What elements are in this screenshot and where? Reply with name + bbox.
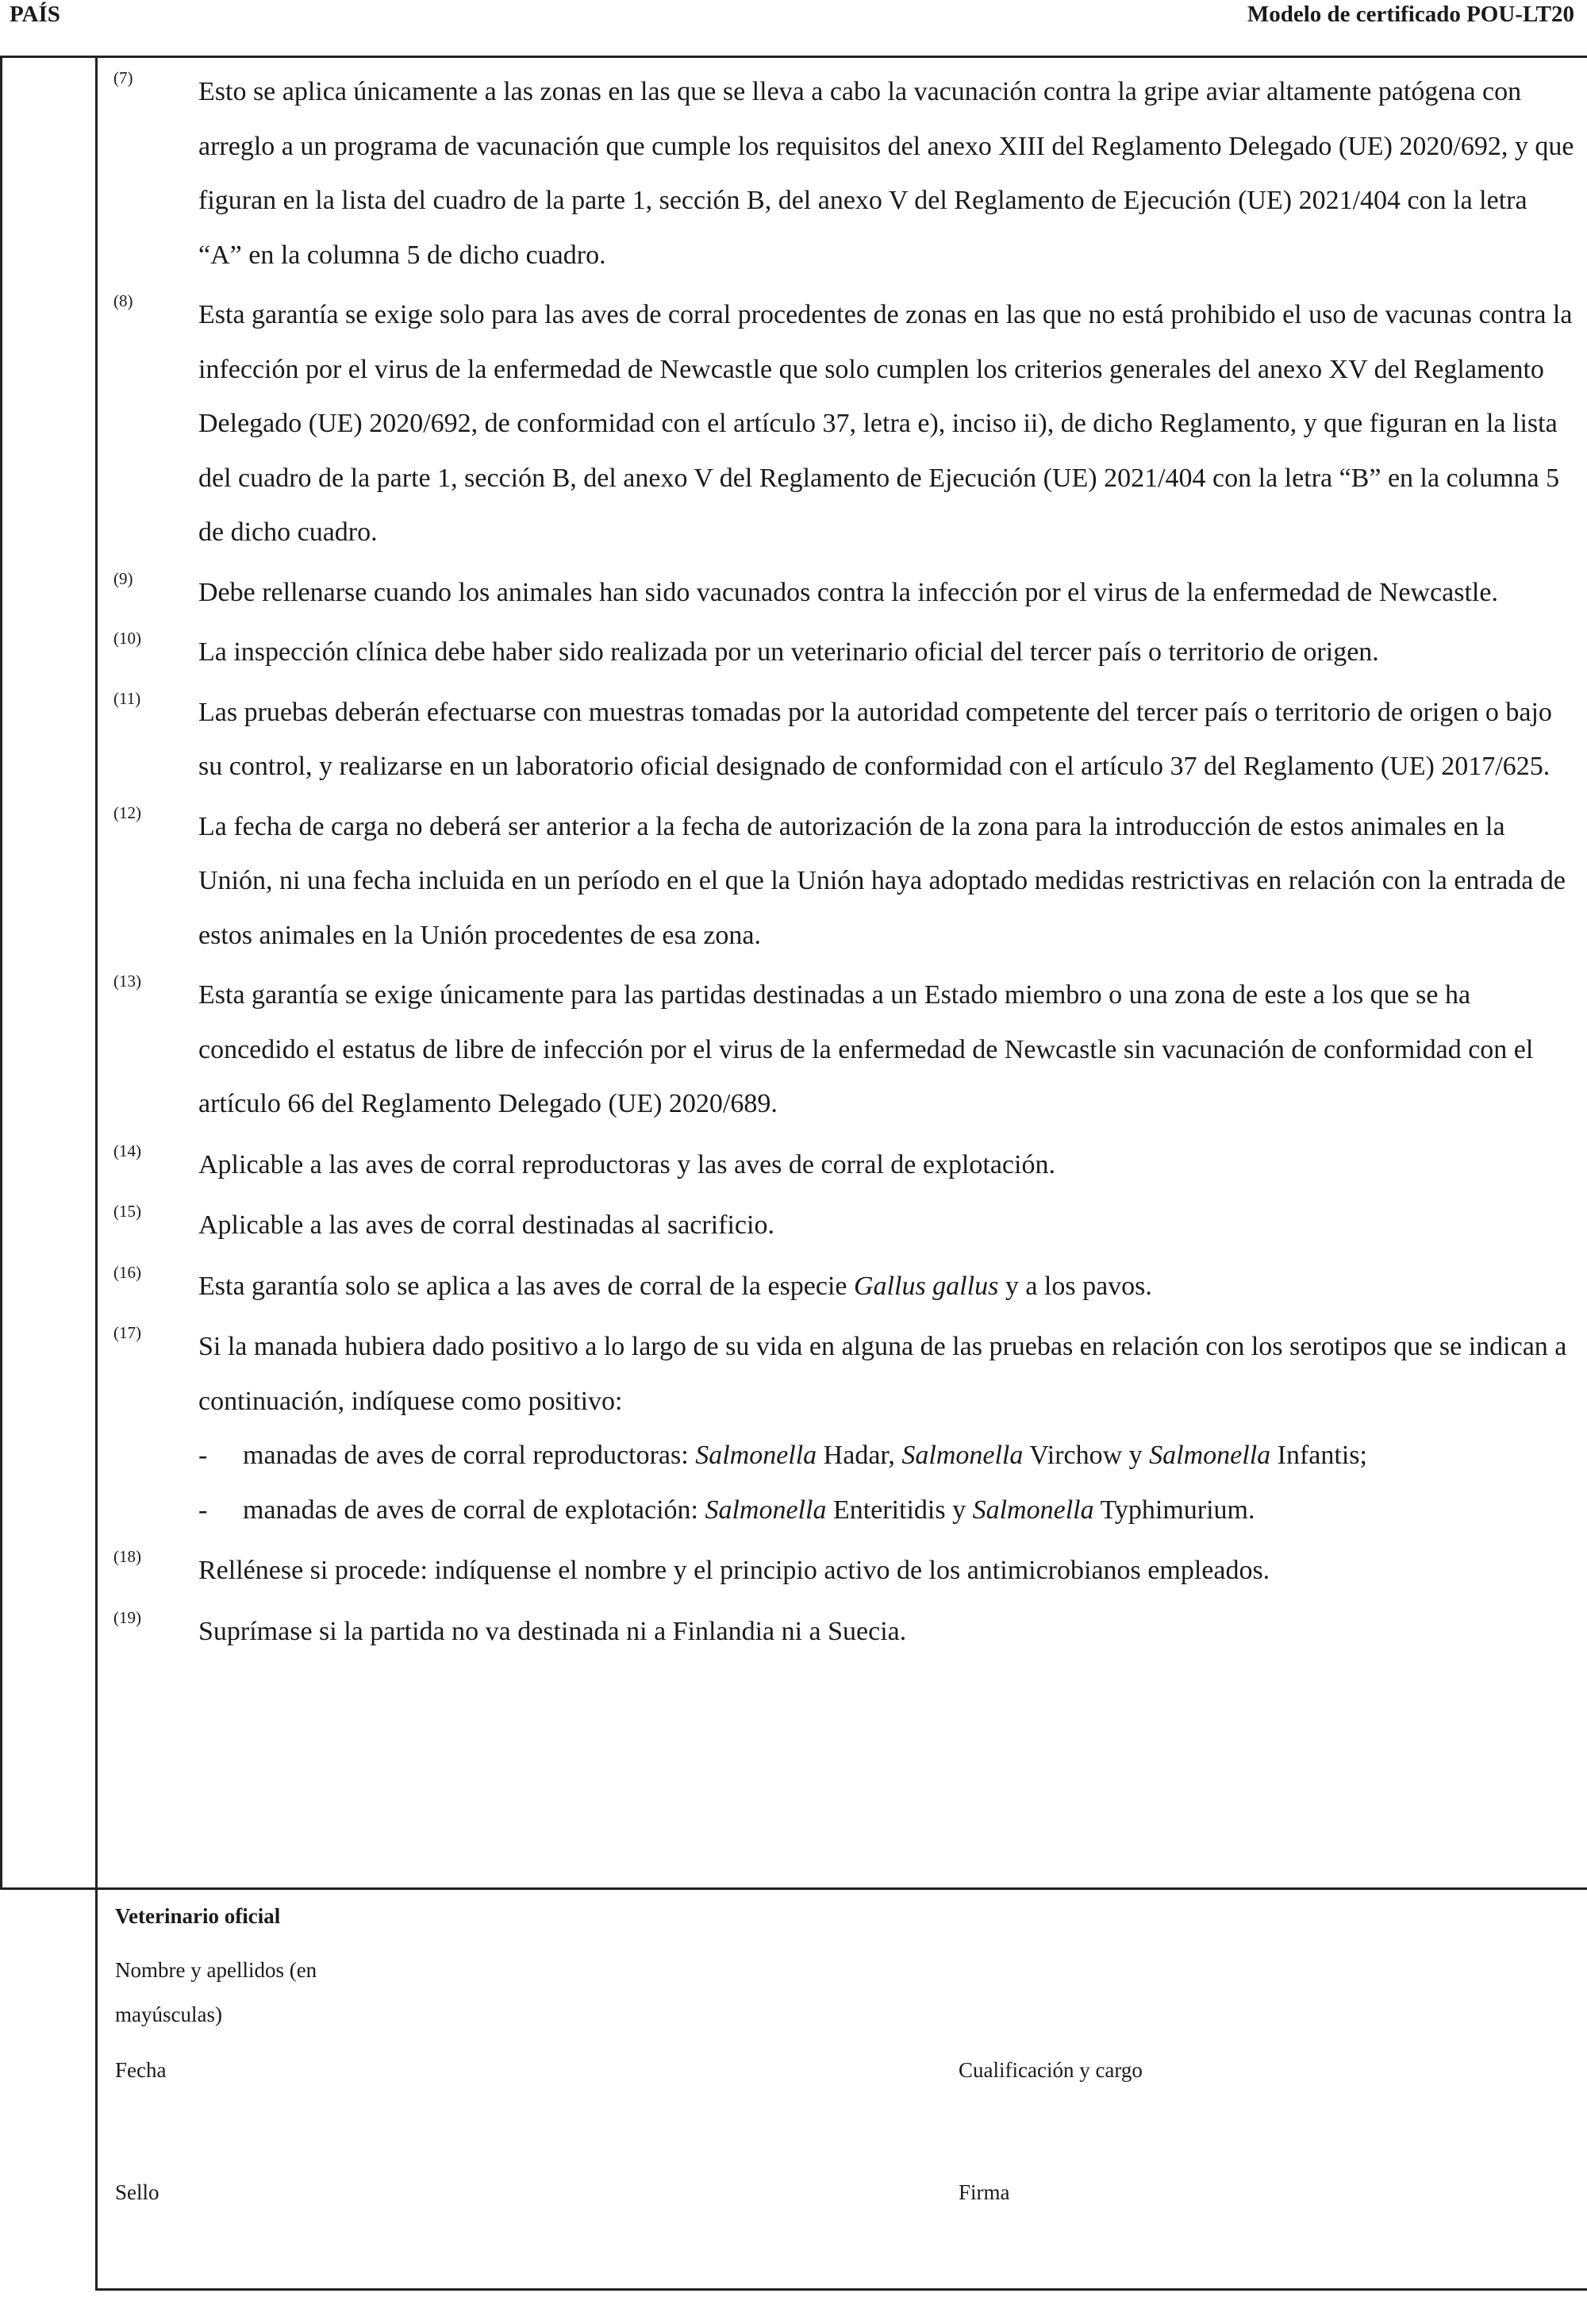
footnote-number: (17) — [113, 1323, 141, 1342]
footnote-12 — [0, 800, 1587, 964]
footnote-text: Si la manada hubiera dado positivo a lo largo de su vida en alguna de las pruebas en relación con los serotipos que se indican a continuación, indíquese como positivo: — [198, 1332, 1567, 1416]
stamp-label: Sello — [115, 2180, 159, 2204]
footnote-13 — [0, 968, 1587, 1132]
footnote-14 — [0, 1138, 1587, 1193]
footnote-text: La inspección clínica debe haber sido realizada por un veterinario oficial del tercer país o territorio de origen. — [198, 637, 1379, 667]
footnote-text: Esta garantía se exige únicamente para las partidas destinadas a un Estado miembro o una zona de este a los que se ha concedido el estatus de libre de infección por el virus de la enfermedad de Newcastle sin vacunación de conformidad con el artículo 66 del Reglamento Delegado (UE) 2020/689. — [198, 980, 1534, 1118]
qualification-label: Cualificación y cargo — [959, 2058, 1143, 2082]
footnote-text: Esta garantía se exige solo para las aves de corral procedentes de zonas en las que no está prohibido el uso de vacunas contra la infección por el virus de la enfermedad de Newcastle que solo cumplen los criterios generales del anexo XV del Reglamento Delegado (UE) 2020/692, de conformidad con el artículo 37, letra e), inciso ii), de dicho Reglamento, y que figuran en la lista del cuadro de la parte 1, sección B, del anexo V del Reglamento de Ejecución (UE) 2021/404 con la letra “B” en la columna 5 de dicho cuadro. — [198, 300, 1573, 547]
footnote-15 — [0, 1199, 1587, 1253]
species-name: Gallus gallus — [854, 1271, 999, 1301]
footnote-number: (12) — [113, 802, 141, 822]
bullet-item: - manadas de aves de corral de explotación: Salmonella Enteritidis y Salmonella Typhimurium. — [198, 1495, 1255, 1525]
footnote-text: La fecha de carga no deberá ser anterior a la fecha de autorización de la zona para la introducción de estos animales en la Unión, ni una fecha incluida en un período en el que la Unión haya adoptado medidas restrictivas en relación con la entrada de estos animales en la Unión procedentes de esa zona. — [198, 811, 1566, 950]
frame-bottom-border — [95, 2288, 1587, 2291]
name-label-continued: mayúsculas) — [115, 2003, 222, 2026]
country-label: PAÍS — [10, 2, 60, 27]
footnote-text: Aplicable a las aves de corral reproductoras y las aves de corral de explotación. — [198, 1149, 1055, 1179]
footnote-text: Suprímase si la partida no va destinada ni a Finlandia ni a Suecia. — [198, 1616, 907, 1646]
footnote-9 — [0, 566, 1587, 621]
signature-heading: Veterinario oficial — [115, 1904, 281, 1928]
frame-divider — [0, 1887, 1587, 1890]
footnote-number: (14) — [113, 1141, 141, 1160]
signature-label: Firma — [959, 2180, 1010, 2204]
footnote-text: Rellénese si procede: indíquense el nombre y el principio activo de los antimicrobianos empleados. — [198, 1556, 1270, 1585]
footnote-number: (19) — [113, 1607, 141, 1627]
footnotes-list — [0, 65, 1587, 1659]
footnote-11 — [0, 686, 1587, 795]
footnote-18 — [0, 1544, 1587, 1599]
page-header — [0, 0, 1587, 58]
footnote-text: Debe rellenarse cuando los animales han sido vacunados contra la infección por el virus de la enfermedad de Newcastle. — [198, 577, 1498, 607]
footnote-8 — [0, 288, 1587, 560]
footnote-7 — [0, 65, 1587, 283]
footnote-number: (13) — [113, 972, 141, 991]
footnote-text: Las pruebas deberán efectuarse con muestras tomadas por la autoridad competente del tercer país o territorio de origen o bajo su control, y realizarse en un laboratorio oficial designado de conformidad con el artículo 37 del Reglamento (UE) 2017/625. — [198, 697, 1552, 781]
certificate-model-label: Modelo de certificado POU-LT20 — [1247, 2, 1574, 27]
footnote-number: (9) — [113, 568, 133, 588]
footnote-number: (15) — [113, 1202, 141, 1221]
date-label: Fecha — [115, 2058, 167, 2082]
footnote-text: Esto se aplica únicamente a las zonas en las que se lleva a cabo la vacunación contra la gripe aviar altamente patógena con arreglo a un programa de vacunación que cumple los requisitos del anexo XIII del Reglamento Delegado (UE) 2020/692, y que figuran en la lista del cuadro de la parte 1, sección B, del anexo V del Reglamento de Ejecución (UE) 2021/404 con la letra “A” en la columna 5 de dicho cuadro. — [198, 77, 1574, 270]
footnote-number: (18) — [113, 1547, 141, 1566]
footnote-19 — [0, 1605, 1587, 1660]
footnote-text: Aplicable a las aves de corral destinadas al sacrificio. — [198, 1210, 774, 1240]
footnote-16 — [0, 1260, 1587, 1314]
footnote-number: (7) — [113, 68, 133, 87]
footnote-text: Esta garantía solo se aplica a las aves de corral de la especie Gallus gallus y a los pavos. — [198, 1271, 1152, 1301]
name-label: Nombre y apellidos (en — [115, 1958, 317, 1982]
footnote-17 — [0, 1320, 1587, 1537]
bullet-item: - manadas de aves de corral reproductoras: Salmonella Hadar, Salmonella Virchow y Salmonella Infantis; — [198, 1441, 1367, 1470]
footnote-number: (16) — [113, 1262, 141, 1282]
footnote-number: (10) — [113, 629, 141, 648]
footnote-10 — [0, 625, 1587, 680]
footnote-number: (11) — [113, 688, 141, 708]
footnote-number: (8) — [113, 291, 133, 310]
